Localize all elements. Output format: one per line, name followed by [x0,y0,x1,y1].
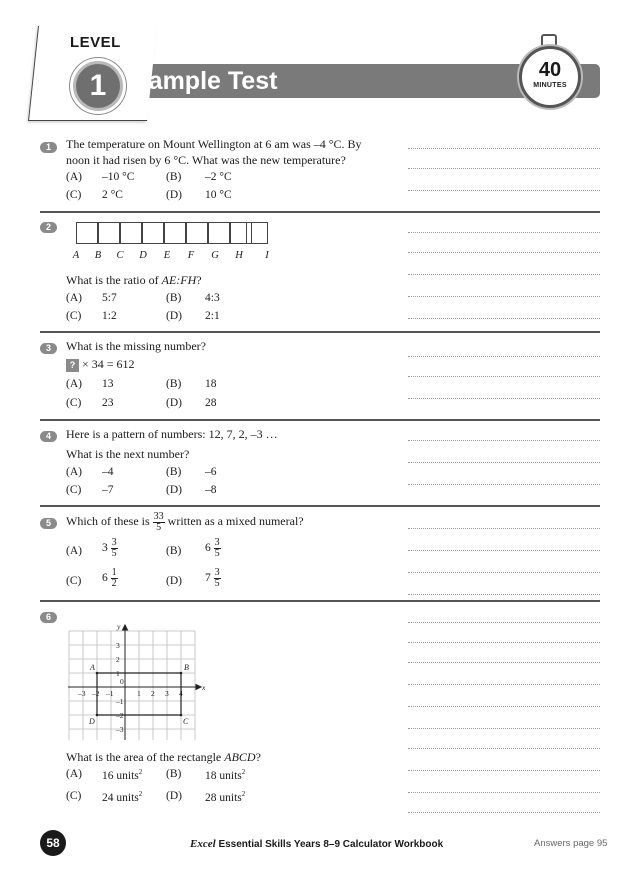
working-line[interactable] [408,274,600,275]
x-axis-arrow [196,685,201,690]
working-line[interactable] [408,528,600,529]
question-text: The temperature on Mount Wellington at 6 am was –4 °C. By [66,137,362,151]
working-line[interactable] [408,318,600,319]
working-line[interactable] [408,232,600,233]
y-tick-label: –1 [116,697,124,706]
option-value[interactable]: 7 $\frac{3}{5}$ [205,567,220,589]
x-tick-label: –1 [106,689,114,698]
question-text: Which of these is $\frac{33}{5}$ written as a mixed numeral? [66,510,304,533]
equation: ? × 34 = 612 [66,357,135,372]
y-tick-label: 3 [116,641,120,650]
strip-letter: H [235,250,243,261]
x-tick-label: 2 [151,689,155,698]
option-letter[interactable]: (B) [166,292,182,304]
x-tick-label: 1 [137,689,141,698]
option-value[interactable]: 10 °C [205,189,232,201]
question-divider [40,331,600,333]
option-letter[interactable]: (B) [166,171,182,183]
option-letter[interactable]: (A) [66,768,82,780]
working-line[interactable] [408,550,600,551]
question-text: What is the ratio of AE:FH? [66,273,202,287]
option-letter[interactable]: (C) [66,397,82,409]
x-tick-label: 3 [165,689,169,698]
vertex-point [180,672,183,675]
option-value[interactable]: 28 [205,397,217,409]
working-line[interactable] [408,812,600,813]
y-axis-label: y [117,622,121,631]
option-letter[interactable]: (A) [66,292,82,304]
y-tick-label: –2 [116,711,124,720]
working-line[interactable] [408,376,600,377]
question-text: What is the area of the rectangle ABCD? [66,750,261,764]
question-divider [40,600,600,602]
option-letter[interactable]: (C) [66,484,82,496]
working-line[interactable] [408,572,600,573]
option-value[interactable]: –2 °C [205,171,232,183]
question-divider [40,211,600,213]
x-tick-label: –3 [78,689,86,698]
option-letter[interactable]: (B) [166,466,182,478]
working-line[interactable] [408,684,600,685]
question-number: 4 [40,431,57,442]
option-value[interactable]: 6 $\frac{3}{5}$ [205,537,220,559]
x-tick-label: –2 [92,689,100,698]
option-value[interactable]: 6 $\frac{1}{2}$ [102,567,117,589]
option-value[interactable]: 23 [102,397,114,409]
option-letter[interactable]: (D) [166,189,182,201]
option-value[interactable]: –10 °C [102,171,135,183]
strip-letter: D [139,250,147,261]
missing-number-box: ? [66,359,79,372]
y-tick-label: 2 [116,655,120,664]
working-line[interactable] [408,440,600,441]
working-line[interactable] [408,356,600,357]
strip-box [120,222,142,244]
vertex-point [96,672,99,675]
working-line[interactable] [408,662,600,663]
option-value[interactable]: –4 [102,466,114,478]
working-line[interactable] [408,594,600,595]
strip-letter: A [72,250,80,261]
option-letter[interactable]: (D) [166,575,182,587]
strip-box [246,222,268,244]
strip-letter: F [187,250,195,261]
question-divider [40,419,600,421]
working-line[interactable] [408,642,600,643]
strip-box [164,222,186,244]
working-line[interactable] [408,728,600,729]
question-number: 6 [40,612,57,623]
option-letter[interactable]: (D) [166,790,182,802]
working-line[interactable] [408,748,600,749]
option-letter[interactable]: (A) [66,545,82,557]
book-title: Excel Essential Skills Years 8–9 Calculator Workbook [190,838,444,850]
level-label: LEVEL [70,34,121,51]
vertex-point [96,714,99,717]
question-number: 1 [40,142,57,153]
timer-unit: MINUTES [533,82,567,89]
strip-letter: G [211,250,219,261]
option-value[interactable]: 18 units$^2$ [205,768,246,782]
option-letter[interactable]: (C) [66,189,82,201]
option-value[interactable]: –7 [102,484,114,496]
y-axis-arrow [123,625,128,630]
working-line[interactable] [408,168,600,169]
page-number: 58 [40,830,66,856]
option-value[interactable]: –8 [205,484,217,496]
question-text: Here is a pattern of numbers: 12, 7, 2, –3 … [66,427,278,441]
strip-letter: I [265,250,269,261]
question-divider [40,505,600,507]
option-letter[interactable]: (B) [166,545,182,557]
vertex-point [180,714,183,717]
answers-reference: Answers page 95 [534,838,608,849]
question-number: 3 [40,343,57,354]
option-value[interactable]: 2:1 [205,310,220,322]
option-letter[interactable]: (B) [166,768,182,780]
coordinate-grid [68,614,210,740]
option-value[interactable]: –6 [205,466,217,478]
strip-box [208,222,230,244]
strip-letter: B [94,250,102,261]
question-text: What is the next number? [66,447,190,461]
option-letter[interactable]: (C) [66,575,82,587]
option-value[interactable]: 1:2 [102,310,117,322]
option-value[interactable]: 28 units$^2$ [205,790,246,804]
option-letter[interactable]: (C) [66,790,82,802]
working-line[interactable] [408,706,600,707]
strip-box [186,222,208,244]
option-letter[interactable]: (A) [66,378,82,390]
working-line[interactable] [408,622,600,623]
x-tick-label: 4 [179,689,183,698]
vertex-label: C [183,717,189,726]
option-letter[interactable]: (B) [166,378,182,390]
fraction: $\frac{33}{5}$ [153,510,164,533]
option-value[interactable]: 5:7 [102,292,117,304]
question-number: 2 [40,222,57,233]
x-axis-label: x [202,683,206,692]
timer-minutes-value: 40 [538,59,562,81]
page-title: Sample Test [132,67,278,95]
question-number: 5 [40,518,57,529]
working-line[interactable] [408,398,600,399]
working-line[interactable] [408,462,600,463]
working-line[interactable] [408,190,600,191]
option-letter[interactable]: (D) [166,397,182,409]
vertex-label: B [184,663,189,672]
y-tick-label: 1 [116,669,120,678]
vertex-label: A [90,663,95,672]
strip-letter: E [163,250,171,261]
question-text: What is the missing number? [66,339,206,353]
option-value[interactable]: 4:3 [205,292,220,304]
option-letter[interactable]: (C) [66,310,82,322]
level-number: 1 [89,69,107,102]
strip-box [98,222,120,244]
x-tick-label: 0 [120,677,124,686]
option-letter[interactable]: (A) [66,466,82,478]
working-line[interactable] [408,770,600,771]
option-value[interactable]: 24 units$^2$ [102,790,143,804]
working-line[interactable] [408,148,600,149]
y-tick-label: –3 [116,725,124,734]
option-value[interactable]: 2 °C [102,189,123,201]
option-letter[interactable]: (A) [66,171,82,183]
working-line[interactable] [408,296,600,297]
working-line[interactable] [408,252,600,253]
strip-box [142,222,164,244]
working-line[interactable] [408,484,600,485]
option-value[interactable]: 18 [205,378,217,390]
option-letter[interactable]: (D) [166,310,182,322]
question-text: noon it had risen by 6 °C. What was the new temperature? [66,153,346,167]
option-letter[interactable]: (D) [166,484,182,496]
working-line[interactable] [408,792,600,793]
option-value[interactable]: 13 [102,378,114,390]
strip-letter: C [116,250,124,261]
strip-box [76,222,98,244]
vertex-label: D [89,717,95,726]
option-value[interactable]: 3 $\frac{3}{5}$ [102,537,117,559]
option-value[interactable]: 16 units$^2$ [102,768,143,782]
